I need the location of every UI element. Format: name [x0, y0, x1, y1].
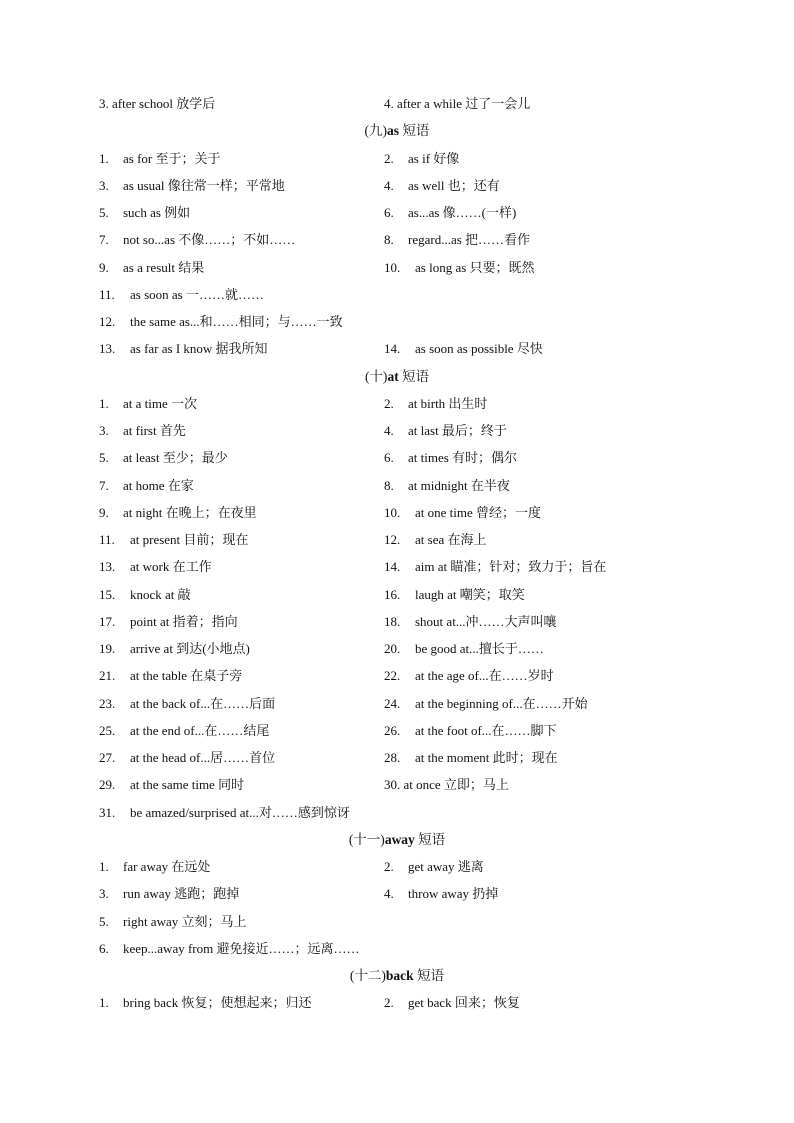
item-number: 2. [384, 995, 394, 1011]
item-number: 8. [384, 477, 394, 493]
item-number: 22. [384, 668, 401, 684]
item-number: 15. [99, 586, 116, 602]
phrase-item: as...as 像……(一样) [408, 205, 517, 220]
item-number: 5. [99, 450, 109, 466]
item-number: 9. [99, 504, 109, 520]
phrase-item: 4. after a while 过了一会儿 [384, 96, 531, 111]
item-number: 3. [99, 423, 109, 438]
item-number: 11. [99, 286, 115, 302]
phrase-item: as for 至于；关于 [123, 150, 221, 166]
phrase-item: as soon as possible 尽快 [415, 341, 543, 357]
item-number: 23. [99, 695, 116, 711]
phrase-item: at present 目前；现在 [130, 532, 249, 547]
heading-prefix: (九) [364, 123, 388, 139]
phrase-item: as long as 只要；既然 [415, 259, 535, 275]
phrase-item: at the age of...在……岁时 [415, 668, 554, 684]
item-number: 19. [99, 641, 116, 656]
item-number: 1. [99, 859, 109, 874]
item-number: 4. [384, 423, 394, 438]
section-heading [0, 367, 794, 387]
phrase-item: at the foot of...在……脚下 [415, 722, 557, 738]
heading-prefix: (十二) [349, 968, 386, 983]
item-number: 13. [99, 341, 116, 357]
item-number: 2. [384, 859, 394, 874]
heading-suffix: 短语 [399, 123, 430, 139]
phrase-item: regard...as 把……看作 [408, 232, 531, 248]
phrase-item: as far as I know 据我所知 [130, 341, 268, 357]
phrase-item: run away 逃跑；跑掉 [123, 886, 240, 902]
heading-suffix: 短语 [414, 831, 446, 847]
item-number: 10. [384, 259, 401, 275]
item-number: 31. [99, 804, 116, 820]
section-heading [0, 121, 794, 141]
item-number: 10. [384, 504, 401, 520]
phrase-item: arrive at 到达(小地点) [130, 641, 250, 656]
phrase-item: be amazed/surprised at...对……感到惊讶 [130, 804, 350, 820]
item-number: 6. [384, 450, 394, 466]
item-number: 9. [99, 259, 109, 275]
item-number: 2. [384, 395, 394, 411]
item-number: 16. [384, 586, 401, 602]
phrase-item: at the end of...在……结尾 [130, 722, 270, 738]
item-number: 7. [99, 232, 109, 248]
heading-prefix: (十一) [348, 831, 385, 847]
item-number: 5. [99, 913, 109, 929]
phrase-item: as well 也；还有 [408, 177, 500, 193]
item-number: 17. [99, 613, 116, 629]
phrase-item: such as 例如 [123, 205, 191, 220]
heading-prefix: (十) [364, 368, 388, 384]
heading-keyword: away [384, 831, 415, 847]
item-number: 13. [99, 559, 116, 575]
phrase-item: as if 好像 [408, 150, 460, 166]
item-number: 28. [384, 750, 401, 765]
item-number: 29. [99, 777, 116, 793]
phrase-item: as usual 像往常一样；平常地 [123, 177, 285, 193]
item-number: 5. [99, 205, 109, 220]
item-number: 25. [99, 722, 116, 738]
item-number: 12. [99, 314, 116, 329]
phrase-item: knock at 敲 [130, 586, 191, 602]
phrase-item: throw away 扔掉 [408, 886, 499, 902]
item-number: 18. [384, 613, 401, 629]
item-number: 20. [384, 641, 401, 656]
item-number: 14. [384, 559, 401, 575]
item-number: 11. [99, 532, 115, 547]
phrase-item: at the table 在桌子旁 [130, 668, 243, 684]
item-number: 4. [384, 177, 394, 193]
phrase-item: at the head of...居……首位 [130, 750, 276, 765]
phrase-item: the same as...和……相同；与……一致 [130, 314, 343, 329]
phrase-item: at first 首先 [123, 423, 186, 438]
item-number: 1. [99, 395, 109, 411]
phrase-item: at last 最后；终于 [408, 423, 507, 438]
phrase-item: at night 在晚上；在夜里 [123, 504, 257, 520]
phrase-item: at sea 在海上 [415, 532, 487, 547]
phrase-item: at the back of...在……后面 [130, 695, 276, 711]
phrase-item: get away 逃离 [408, 859, 484, 874]
item-number: 21. [99, 668, 116, 684]
item-number: 7. [99, 477, 109, 493]
item-number: 4. [384, 886, 394, 902]
item-number: 1. [99, 995, 109, 1011]
phrase-item: as a result 结果 [123, 259, 205, 275]
phrase-item: at home 在家 [123, 477, 194, 493]
item-number: 1. [99, 150, 109, 166]
phrase-item: at the same time 同时 [130, 777, 245, 793]
item-number: 14. [384, 341, 401, 357]
phrase-item: right away 立刻；马上 [123, 913, 247, 929]
item-number: 26. [384, 722, 401, 738]
heading-keyword: at [387, 368, 399, 384]
item-number: 2. [384, 150, 394, 166]
phrase-item: at the beginning of...在……开始 [415, 695, 588, 711]
phrase-item: 3. after school 放学后 [99, 96, 216, 111]
section-heading [0, 966, 794, 986]
heading-suffix: 短语 [413, 968, 445, 983]
phrase-item: at work 在工作 [130, 559, 212, 575]
heading-keyword: as [387, 123, 400, 139]
item-number: 24. [384, 695, 401, 711]
item-number: 3. [99, 886, 109, 902]
phrase-item: shout at...冲……大声叫嚷 [415, 613, 557, 629]
phrase-item: aim at 瞄准；针对；致力于；旨在 [415, 559, 607, 575]
item-number: 6. [384, 205, 394, 220]
item-number: 8. [384, 232, 394, 248]
phrase-item: get back 回来；恢复 [408, 995, 520, 1011]
phrase-item: laugh at 嘲笑；取笑 [415, 586, 525, 602]
heading-keyword: back [385, 968, 414, 983]
phrase-item: at least 至少；最少 [123, 450, 228, 466]
phrase-item: keep...away from 避免接近……；远离…… [123, 940, 360, 956]
phrase-item: be good at...擅长于…… [415, 641, 544, 656]
phrase-item: at midnight 在半夜 [408, 477, 510, 493]
phrase-item: at the moment 此时；现在 [415, 750, 558, 765]
phrase-item: at a time 一次 [123, 395, 198, 411]
phrase-item: not so...as 不像……；不如…… [123, 232, 296, 248]
section-heading [0, 830, 794, 850]
item-number: 27. [99, 750, 116, 765]
phrase-item: point at 指着；指向 [130, 613, 238, 629]
phrase-item: far away 在远处 [123, 859, 211, 874]
phrase-item: at birth 出生时 [408, 395, 488, 411]
heading-suffix: 短语 [398, 368, 430, 384]
item-number: 3. [99, 177, 109, 193]
item-number: 6. [99, 940, 109, 956]
phrase-item: at times 有时；偶尔 [408, 450, 518, 466]
phrase-item: at one time 曾经；一度 [415, 504, 542, 520]
item-number: 12. [384, 532, 401, 547]
phrase-item: 30. at once 立即；马上 [384, 777, 509, 793]
phrase-item: as soon as 一……就…… [130, 286, 264, 302]
phrase-item: bring back 恢复；使想起来；归还 [123, 995, 312, 1011]
